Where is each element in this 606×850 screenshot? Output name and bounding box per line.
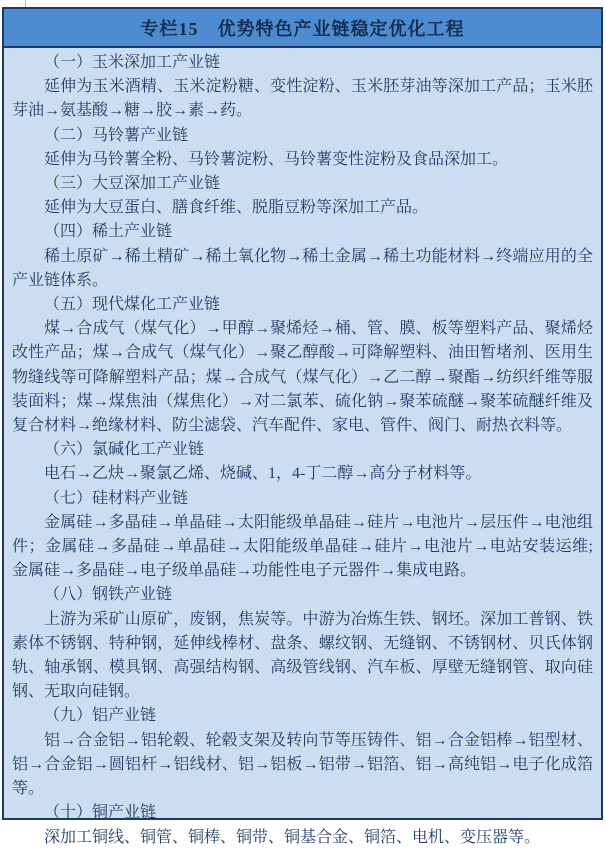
section-heading: （九）铝产业链 xyxy=(44,707,157,725)
section-paragraph: 延伸为大豆蛋白、膳食纤维、脱脂豆粉等深加工产品。 xyxy=(44,199,429,217)
section-heading: （四）稀土产业链 xyxy=(44,223,173,241)
section-paragraph: 延伸为马铃薯全粉、马铃薯淀粉、马铃薯变性淀粉及食品深加工。 xyxy=(44,150,509,168)
section-heading: （六）氯碱化工产业链 xyxy=(44,441,205,459)
section-heading: （三）大豆深加工产业链 xyxy=(44,175,221,193)
section-paragraph: 电石→乙炔→聚氯乙烯、烧碱、1，4-丁二醇→高分子材料等。 xyxy=(44,465,482,483)
page-gridline-fragment xyxy=(25,0,26,7)
panel-body xyxy=(4,48,601,850)
section-heading: （七）硅材料产业链 xyxy=(44,489,189,507)
section-heading: （十）铜产业链 xyxy=(44,804,157,822)
section-paragraph: 金属硅→多晶硅→单晶硅→太阳能级单晶硅→硅片→电池片→层压件→电池组件；金属硅→多晶硅→单晶硅→太阳能级单晶硅→硅片→电池片→电站安装运维; 金属硅→多晶硅→电子级单晶硅→功能性电子元器件→集成电路。 xyxy=(12,513,593,580)
section-paragraph: 延伸为玉米酒精、玉米淀粉糖、变性淀粉、玉米胚芽油等深加工产品；玉米胚芽油→氨基酸→糖→胶→素→药。 xyxy=(12,78,593,120)
column-box-panel xyxy=(2,7,603,846)
section-heading: （一）玉米深加工产业链 xyxy=(44,54,221,71)
section-paragraph: 上游为采矿山原矿，废钢，焦炭等。中游为冶炼生铁、钢坯。深加工普钢、铁素体不锈钢、特种钢，延伸线棒材、盘条、螺纹钢、无缝钢、不锈钢材、贝氏体钢轨、轴承钢、模具钢、高强结构钢、高级管线钢、汽车板、厚壁无缝钢管、取向硅钢、无取向硅钢。 xyxy=(12,610,593,701)
section-heading: （八）钢铁产业链 xyxy=(44,586,173,604)
section-paragraph: 铝→合金铝→铝轮毂、轮毂支架及转向节等压铸件、铝→合金铝棒→铝型材、铝→合金铝→圆铝杆→铝线材、铝→铝板→铝带→铝箔、铝→高纯铝→电子化成箔等。 xyxy=(12,731,593,798)
panel-header xyxy=(4,9,601,48)
section-paragraph: 深加工铜线、铜管、铜棒、铜带、铜基合金、铜箔、电机、变压器等。 xyxy=(44,828,541,846)
section-paragraph: 稀土原矿→稀土精矿→稀土氧化物→稀土金属→稀土功能材料→终端应用的全产业链体系。 xyxy=(12,247,593,289)
panel-title: 专栏15 优势特色产业链稳定优化工程 xyxy=(140,18,465,39)
section-heading: （五）现代煤化工产业链 xyxy=(44,296,221,314)
section-paragraph: 煤→合成气（煤气化）→甲醇→聚烯烃→桶、管、膜、板等塑料产品、聚烯烃改性产品；煤→合成气（煤气化）→聚乙醇酸→可降解塑料、油田暂堵剂、医用生物缝线等可降解塑料产品；煤→合成气（煤气化）→乙二醇→聚酯→纺织纤维等服装面料；煤→煤焦油（煤焦化）→对二氯苯、硫化钠→聚苯硫醚→聚苯硫醚纤维及复合材料→绝缘材料、防尘滤袋、汽车配件、家电、管件、阀门、耐热衣料等。 xyxy=(12,320,593,435)
section-heading: （二）马铃薯产业链 xyxy=(44,126,189,144)
